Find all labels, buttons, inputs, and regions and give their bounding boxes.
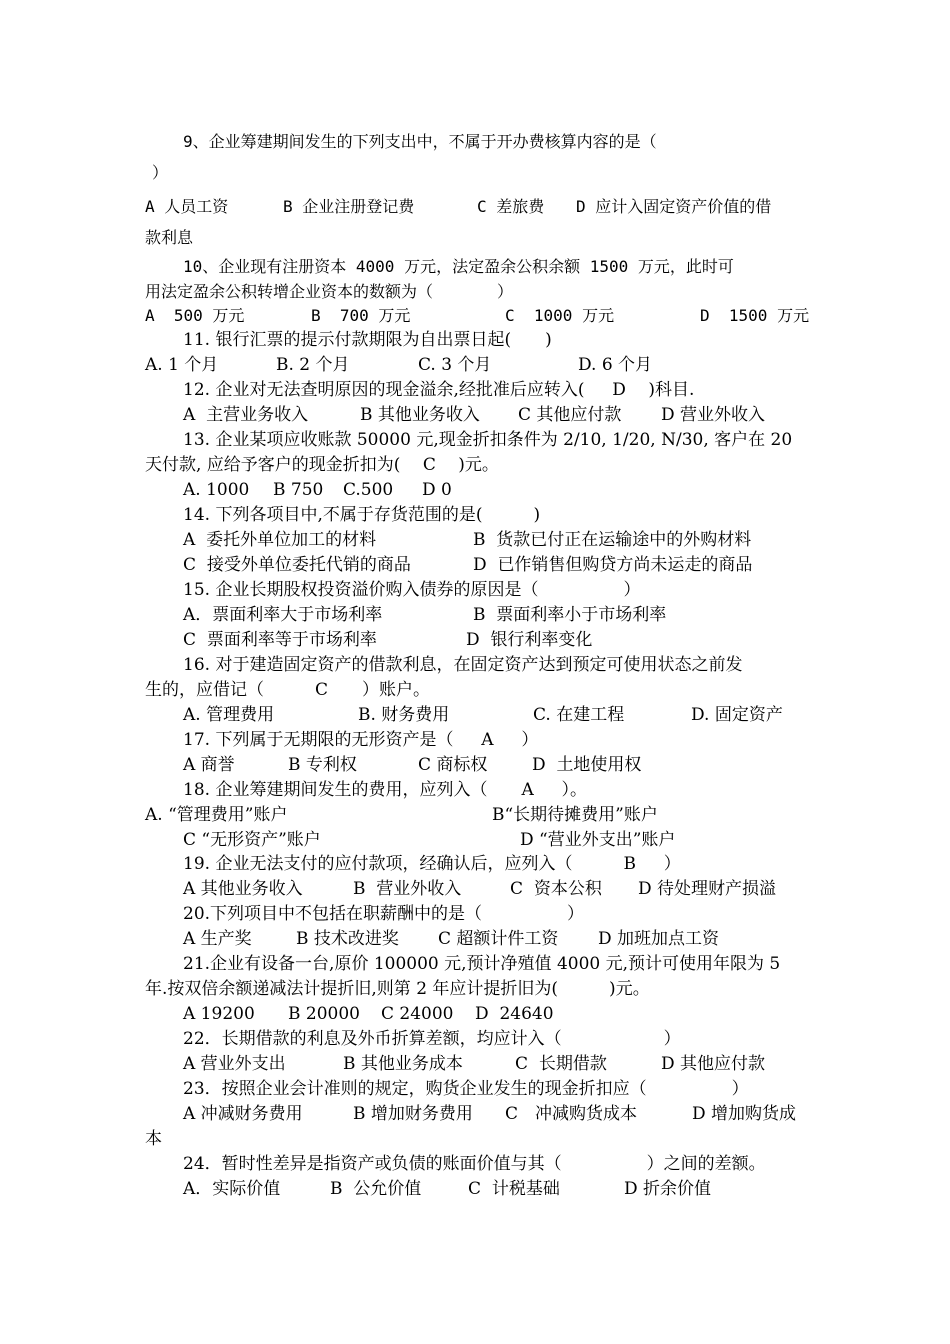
q14-option-b: B 货款已付正在运输途中的外购材料 (473, 530, 752, 550)
q22-option-c: C 长期借款 (515, 1054, 607, 1074)
q11-stem: 11. 银行汇票的提示付款期限为自出票日起( ) (183, 330, 552, 350)
q12-option-a: A 主营业务收入 (183, 405, 309, 425)
q9-option-c: C 差旅费 (477, 197, 545, 216)
q21-stem-line2: 年.按双倍余额递减法计提折旧,则第 2 年应计提折旧为( )元。 (145, 979, 650, 999)
q17-option-c: C 商标权 (418, 755, 488, 775)
q11-option-d: D. 6 个月 (578, 355, 653, 375)
q9-option-d: D 应计入固定资产价值的借 (576, 197, 772, 216)
q21-option-c: C 24000 (381, 1004, 454, 1024)
q23-option-c: C 冲减购货成本 (505, 1104, 638, 1124)
q14-option-c: C 接受外单位委托代销的商品 (183, 555, 411, 575)
q22-option-b: B 其他业务成本 (343, 1054, 463, 1074)
q24-option-d: D 折余价值 (624, 1179, 712, 1199)
q19-option-c: C 资本公积 (510, 879, 602, 899)
q16-option-d: D. 固定资产 (691, 705, 783, 725)
q17-stem: 17. 下列属于无期限的无形资产是（ A ） (183, 730, 539, 750)
q23-option-b: B 增加财务费用 (353, 1104, 473, 1124)
q23-option-d-continued: 本 (145, 1129, 162, 1149)
q9-option-b: B 企业注册登记费 (283, 197, 415, 216)
q12-option-c: C 其他应付款 (518, 405, 622, 425)
q24-option-a: A．实际价值 (183, 1179, 281, 1199)
q15-option-c: C 票面利率等于市场利率 (183, 630, 377, 650)
q19-option-a: A 其他业务收入 (183, 879, 303, 899)
q16-stem-line2: 生的，应借记（ C ）账户。 (145, 680, 431, 700)
q20-option-a: A 生产奖 (183, 929, 252, 949)
q22-option-a: A 营业外支出 (183, 1054, 286, 1074)
q16-option-c: C. 在建工程 (533, 705, 625, 725)
q21-option-d: D 24640 (475, 1004, 554, 1024)
q12-option-b: B 其他业务收入 (360, 405, 480, 425)
q10-stem-line2: 用法定盈余公积转增企业资本的数额为（ ） (145, 282, 514, 301)
q16-option-a: A. 管理费用 (183, 705, 275, 725)
q18-stem: 18. 企业筹建期间发生的费用，应列入（ A ）。 (183, 780, 588, 800)
q22-stem: 22．长期借款的利息及外币折算差额，均应计入（ ） (183, 1029, 681, 1049)
q14-option-a: A 委托外单位加工的材料 (183, 530, 377, 550)
q21-stem-line1: 21.企业有设备一台,原价 100000 元,预计净殖值 4000 元,预计可使用年限为 5 (183, 954, 781, 974)
q12-stem: 12. 企业对无法查明原因的现金溢余,经批准后应转入( D )科目. (183, 380, 695, 400)
q10-option-c: C 1000 万元 (505, 306, 615, 325)
q12-option-d: D 营业外收入 (661, 405, 766, 425)
q16-option-b: B. 财务费用 (358, 705, 450, 725)
q20-option-c: C 超额计件工资 (438, 929, 559, 949)
q13-stem-line2: 天付款, 应给予客户的现金折扣为( C )元。 (145, 455, 499, 475)
q20-option-d: D 加班加点工资 (598, 929, 720, 949)
q14-stem: 14. 下列各项目中,不属于存货范围的是( ) (183, 505, 541, 525)
q9-stem-line2: ） (152, 163, 169, 182)
q10-option-a: A 500 万元 (145, 306, 245, 325)
q19-stem: 19. 企业无法支付的应付款项，经确认后，应列入（ B ） (183, 854, 681, 874)
q13-stem-line1: 13. 企业某项应收账款 50000 元,现金折扣条件为 2/10, 1/20, N/30, 客户在 20 (183, 430, 793, 450)
q9-option-d-continued: 款利息 (145, 228, 194, 247)
q22-option-d: D 其他应付款 (661, 1054, 766, 1074)
q11-option-c: C. 3 个月 (418, 355, 492, 375)
q20-option-b: B 技术改进奖 (296, 929, 399, 949)
q21-option-a: A 19200 (183, 1004, 255, 1024)
q18-option-d: D “营业外支出”账户 (520, 830, 676, 850)
q23-option-a: A 冲减财务费用 (183, 1104, 303, 1124)
q9-option-a: A 人员工资 (145, 197, 229, 216)
q13-option-c: C.500 (343, 480, 394, 500)
q18-option-c: C “无形资产”账户 (183, 830, 321, 850)
q15-option-d: D 银行利率变化 (466, 630, 593, 650)
q20-stem: 20.下列项目中不包括在职薪酬中的是（ ） (183, 904, 585, 924)
q15-option-a: A．票面利率大于市场利率 (183, 605, 383, 625)
q24-option-b: B 公允价值 (330, 1179, 422, 1199)
q13-option-d: D 0 (422, 480, 452, 500)
q15-option-b: B 票面利率小于市场利率 (473, 605, 667, 625)
q11-option-a: A. 1 个月 (145, 355, 219, 375)
q9-stem-line1: 9、企业筹建期间发生的下列支出中，不属于开办费核算内容的是（ (183, 132, 657, 151)
q18-option-b: B“长期待摊费用”账户 (492, 805, 658, 825)
q10-option-d: D 1500 万元 (700, 306, 810, 325)
q18-option-a: A. “管理费用”账户 (145, 805, 288, 825)
q13-option-b: B 750 (273, 480, 324, 500)
q16-stem-line1: 16. 对于建造固定资产的借款利息，在固定资产达到预定可使用状态之前发 (183, 655, 743, 675)
q14-option-d: D 已作销售但购贷方尚未运走的商品 (473, 555, 753, 575)
q13-option-a: A. 1000 (183, 480, 250, 500)
q19-option-b: B 营业外收入 (353, 879, 462, 899)
q17-option-a: A 商誉 (183, 755, 235, 775)
q21-option-b: B 20000 (288, 1004, 360, 1024)
q17-option-d: D 土地使用权 (532, 755, 642, 775)
q24-stem: 24．暂时性差异是指资产或负债的账面价值与其（ ）之间的差额。 (183, 1154, 766, 1174)
q19-option-d: D 待处理财产损溢 (638, 879, 777, 899)
q23-stem: 23．按照企业会计准则的规定，购货企业发生的现金折扣应（ ） (183, 1079, 749, 1099)
q10-option-b: B 700 万元 (311, 306, 411, 325)
q11-option-b: B. 2 个月 (276, 355, 350, 375)
q23-option-d: D 增加购货成 (692, 1104, 797, 1124)
q10-stem-line1: 10、企业现有注册资本 4000 万元，法定盈余公积余额 1500 万元，此时可 (183, 257, 734, 276)
q24-option-c: C 计税基础 (468, 1179, 560, 1199)
q15-stem: 15. 企业长期股权投资溢价购入债券的原因是（ ） (183, 580, 641, 600)
q17-option-b: B 专利权 (288, 755, 357, 775)
